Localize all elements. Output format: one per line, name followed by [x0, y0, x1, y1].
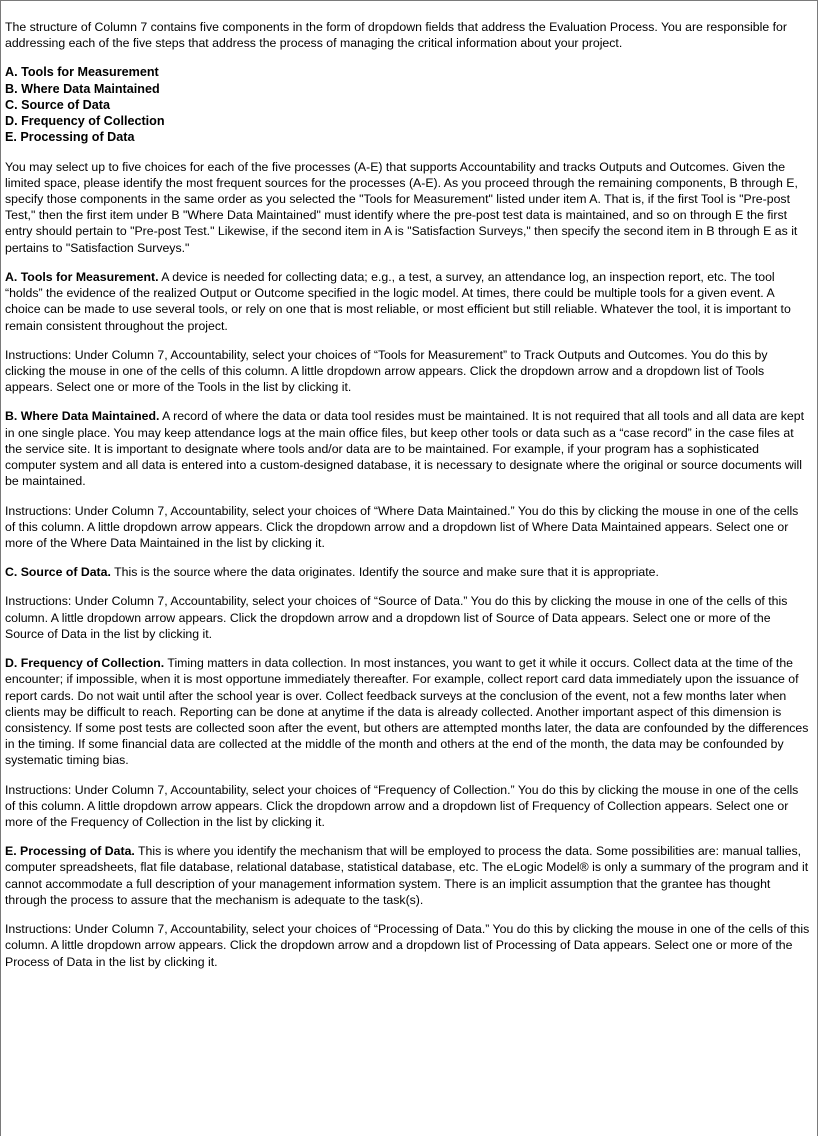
component-list-item-d: D. Frequency of Collection [5, 114, 165, 129]
spacer [5, 908, 811, 921]
section-d-heading: D. Frequency of Collection. [5, 656, 165, 671]
component-list [5, 64, 811, 145]
section-c-instructions: Instructions: Under Column 7, Accountability, select your choices of “Source of Data.” You do this by clicking the mouse in one of the cells of this column. A little dropdown arrow appears. Click the dropdown arrow and a dropdown list of Source of Data appears. Select one or more of the Source of Data in the list by clicking it. [5, 594, 788, 641]
component-list-item-a: A. Tools for Measurement [5, 65, 159, 80]
section-a-instructions: Instructions: Under Column 7, Accountability, select your choices of “Tools for Measurement” to Track Outputs and Outcomes. You do this by clicking the mouse in one of the cells of this column. A little dropdown arrow appears. Click the dropdown arrow and a dropdown list of Tools appears. Select one or more of the Tools in the list by clicking it. [5, 347, 768, 395]
spacer [5, 51, 811, 64]
section-b-paragraph [5, 408, 811, 489]
section-a-body: A device is needed for collecting data; e.g., a test, a survey, an attendance log, an inspection report, etc. The tool “holds” the evidence of the realized Output or Outcome specified in the logic model. At times, there could be multiple tools for a given event. A choice can be made to use several tools, or rely on one that is most reliable, or most efficient but still reliable. Whatever the tool, it is important to remain consistent throughout the project. [5, 269, 791, 333]
section-b-instructions: Instructions: Under Column 7, Accountability, select your choices of “Where Data Maintained.” You do this by clicking the mouse in one of the cells of this column. A little dropdown arrow appears. Click the dropdown arrow and a dropdown list of Where Data Maintained appears. Select one or more of the Where Data Maintained in the list by clicking it. [5, 503, 799, 550]
spacer [5, 830, 811, 843]
intro-paragraph: The structure of Column 7 contains five components in the form of dropdown fields that address the Evaluation Process. You are responsible for addressing each of the five steps that address the process of managing the critical information about your project. [5, 20, 787, 51]
section-d-body: Timing matters in data collection. In most instances, you want to get it while it occurs. Collect data at the time of the encounter; if impossible, when it is most opportune immediately thereafter. For example, collect report card data immediately upon the issuance of report cards. Do not wait until after the school year is over. Collect feedback surveys at the conclusion of the event, not a few months later when clients may be difficult to reach. Reporting can be done at anytime if the data is already collected. Another important aspect of this dimension is consistency. If some post tests are collected soon after the event, but others are attempted months later, the data are confounded by the differences in the timing. If some financial data are collected at the middle of the month and others at the end of the month, the data may be confounded by systematic timing bias. [5, 656, 809, 768]
spacer [5, 769, 811, 782]
document-body [1, 1, 817, 970]
component-list-item-e: E. Processing of Data [5, 130, 135, 145]
spacer [5, 256, 811, 269]
section-b-body: A record of where the data or data tool resides must be maintained. It is not required that all tools and all data are kept in one single place. You may keep attendance logs at the main office files, but keep other tools or data such as a “case record” in the case files at the service site. It is important to designate where tools and/or data are to be maintained. For example, if your program has a sophisticated computer system and all data is entered into a custom-designed database, it is necessary to designate where the original or source documents will be maintained. [5, 409, 805, 489]
section-d-paragraph [5, 655, 811, 769]
component-list-item-c: C. Source of Data [5, 97, 110, 112]
spacer [5, 642, 811, 655]
spacer [5, 490, 811, 503]
section-e-heading: E. Processing of Data. [5, 844, 135, 859]
spacer [5, 580, 811, 593]
spacer [5, 551, 811, 564]
section-c-body: This is the source where the data originates. Identify the source and make sure that it is appropriate. [110, 565, 659, 580]
overview-paragraph: You may select up to five choices for each of the five processes (A-E) that supports Accountability and tracks Outputs and Outcomes. Given the limited space, please identify the most frequent sources for the processes (A-E). As you proceed through the remaining components, B through E, specify those components in the same order as you selected the "Tools for Measurement" listed under item A. That is, if the first Tool is "Pre-post Test," then the first item under B "Where Data Maintained" must identify where the pre-post test data is maintained, and so on through E the first entry should pertain to "Pre-post Test." Likewise, if the second item in A is "Satisfaction Surveys," then specify the second item in B through E as it pertains to "Satisfaction Surveys." [5, 159, 798, 255]
section-e-body: This is where you identify the mechanism that will be employed to process the data. Some possibilities are: manual tallies, computer spreadsheets, flat file database, relational database, statistical database, etc. The eLogic Model® is only a summary of the program and it cannot accommodate a full description of your management information system. There is an implicit assumption that the grantee has thought through the process to assure that the mechanism is adequate to the task(s). [5, 844, 809, 907]
section-c-paragraph [5, 564, 811, 580]
component-list-item-b: B. Where Data Maintained [5, 81, 160, 96]
section-a-paragraph [5, 269, 811, 334]
section-b-heading: B. Where Data Maintained. [5, 409, 160, 424]
spacer [5, 395, 811, 408]
section-a-heading: A. Tools for Measurement. [5, 269, 159, 284]
section-c-heading: C. Source of Data. [5, 565, 111, 580]
section-d-instructions: Instructions: Under Column 7, Accountability, select your choices of “Frequency of Collection.” You do this by clicking the mouse in one of the cells of this column. A little dropdown arrow appears. Click the dropdown arrow and a dropdown list of Frequency of Collection appears. Select one or more of the Frequency of Collection in the list by clicking it. [5, 782, 799, 830]
spacer [5, 146, 811, 159]
section-e-paragraph [5, 843, 811, 908]
spacer [5, 334, 811, 347]
section-e-instructions: Instructions: Under Column 7, Accountability, select your choices of “Processing of Data.” You do this by clicking the mouse in one of the cells of this column. A little dropdown arrow appears. Click the dropdown arrow and a dropdown list of Processing of Data appears. Select one or more of the Process of Data in the list by clicking it. [5, 922, 810, 969]
